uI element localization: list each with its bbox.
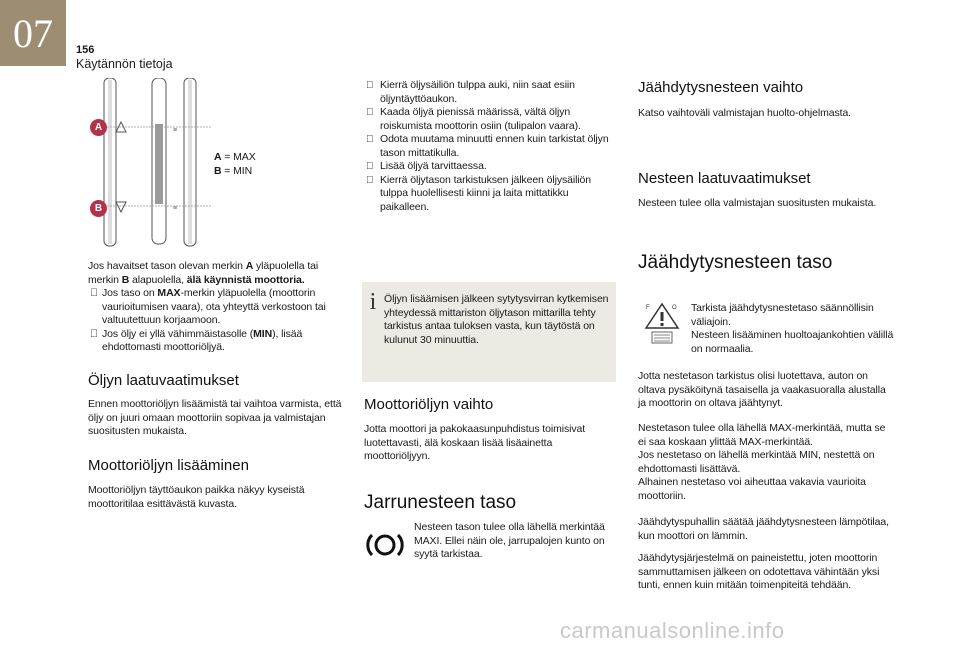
chapter-tab	[0, 0, 66, 66]
legend-b-key: B	[214, 165, 222, 177]
brake-warning-icon	[366, 530, 404, 565]
svg-text:≡: ≡	[173, 205, 178, 212]
heading-oil-adding: Moottoriöljyn lisääminen	[88, 457, 249, 474]
coolant-warning-icon	[642, 300, 682, 351]
watermark: carmanualsonline.info	[560, 618, 785, 643]
heading-brake-fluid: Jarrunesteen taso	[364, 492, 517, 513]
dipstick-illustration	[84, 78, 214, 248]
oil-adding-steps	[366, 79, 618, 214]
brake-fluid-text: Nesteen tason tulee olla lähellä merkintää MAXI. Ellei näin ole, jarrupalojen kunto on syytä tarkistaa.	[414, 521, 605, 560]
coolant-paragraph-4: Jäähdytysjärjestelmä on paineistettu, joten moottorin sammuttamisen jälkeen on odotettava vähintään yksi tunti, ennen kuin mitään toimenpiteitä tehdään.	[638, 552, 880, 591]
svg-text:F: F	[646, 305, 650, 311]
legend-b-text: = MIN	[221, 165, 253, 177]
oil-quality-text: Ennen moottoriöljyn lisäämistä tai vaihtoa varmista, että öljy on juuri omaan moottoriin sopivaa ja valmistajan suositusten mukaista.	[88, 398, 342, 437]
heading-coolant-level: Jäähdytysnesteen taso	[638, 252, 833, 273]
heading-coolant-change: Jäähdytysnesteen vaihto	[638, 79, 804, 96]
chapter-number: 07	[13, 11, 53, 56]
callout-a: A	[90, 119, 107, 136]
heading-fluid-spec: Nesteen laatuvaatimukset	[638, 170, 811, 187]
info-icon: i	[369, 289, 377, 315]
step-item: Kierrä öljytason tarkistuksen jälkeen öljysäiliön tulppa huolellisesti kiinni ja laita mittatikku paikalleen.	[380, 173, 592, 213]
dash-item: Jos taso on MAX-merkin yläpuolella (moottorin vaurioitumisen vaara), ota yhteyttä verkostoon tai valtuutettuun korjaamoon.	[102, 287, 326, 326]
info-text: Öljyn lisäämisen jälkeen sytytysvirran kytkemisen yhteydessä mittariston öljytason mittarilla tehty tarkistus antaa tuloksen vasta, kun täytöstä on kulunut 30 minuuttia.	[384, 293, 609, 346]
step-item: Lisää öljyä tarvittaessa.	[380, 160, 487, 172]
dipstick-legend	[214, 150, 256, 178]
coolant-change-text: Katso vaihtoväli valmistajan huolto-ohjelmasta.	[638, 107, 851, 119]
fluid-spec-text: Nesteen tulee olla valmistajan suositusten mukaista.	[638, 197, 877, 209]
oil-change-text: Jotta moottori ja pakokaasunpuhdistus toimisivat luotettavasti, älä koskaan lisää lisäainetta moottoriöljyyn.	[364, 423, 586, 462]
step-item: Kaada öljyä pienissä määrissä, vältä öljyn roiskumista moottorin osiin (tulipalon vaara).	[380, 106, 581, 132]
callout-b: B	[90, 200, 107, 217]
intro-paragraph: Jos havaitset tason olevan merkin A yläpuolella tai merkin B alapuolella, älä käynnistä moottoria.	[88, 260, 319, 286]
heading-oil-change: Moottoriöljyn vaihto	[364, 396, 494, 413]
coolant-paragraph-3: Jäähdytyspuhallin säätää jäähdytysnesteen lämpötilaa, kun moottori on lämmin.	[638, 516, 889, 542]
info-box	[362, 282, 616, 382]
coolant-paragraph-1: Jotta nestetason tarkistus olisi luotettava, auton on oltava pysäköitynä tasaisella ja vaakasuoralla alustalla ja moottorin on oltava jäähtynyt.	[638, 370, 886, 409]
coolant-paragraph-2: Nestetason tulee olla lähellä MAX-merkintää, mutta se ei saa koskaan ylittää MAX-merkintää. Jos nestetaso on lähellä merkintää MIN, nestettä on ehdottomasti lisättävä. Alhainen nestetaso voi aiheuttaa vakavia vaurioita moottoriin.	[638, 422, 886, 502]
level-dash-list	[88, 287, 346, 355]
level-instructions	[88, 260, 346, 355]
dipstick-drawing	[84, 78, 214, 248]
section-title: Käytännön tietoja	[76, 57, 173, 71]
svg-text:O: O	[672, 305, 677, 311]
coolant-warning-text: Tarkista jäähdytysnestetaso säännöllisin väliajoin. Nesteen lisääminen huoltoajankohtien välillä on normaalia.	[691, 302, 894, 355]
page-number: 156	[76, 44, 95, 56]
legend-a-text: = MAX	[221, 151, 256, 163]
step-item: Kierrä öljysäiliön tulppa auki, niin saat esiin öljyntäyttöaukon.	[380, 79, 575, 105]
dash-item: Jos öljy ei yllä vähimmäistasolle (MIN), lisää ehdottomasti moottoriöljyä.	[102, 327, 303, 353]
oil-adding-text: Moottoriöljyn täyttöaukon paikka näkyy kyseistä moottoritilaa esittävästä kuvasta.	[88, 484, 305, 510]
step-item: Odota muutama minuutti ennen kuin tarkistat öljyn tason mittatikulla.	[380, 133, 609, 159]
svg-text:≡: ≡	[173, 127, 178, 134]
legend-a-key: A	[214, 151, 222, 163]
heading-oil-quality: Öljyn laatuvaatimukset	[88, 372, 239, 389]
